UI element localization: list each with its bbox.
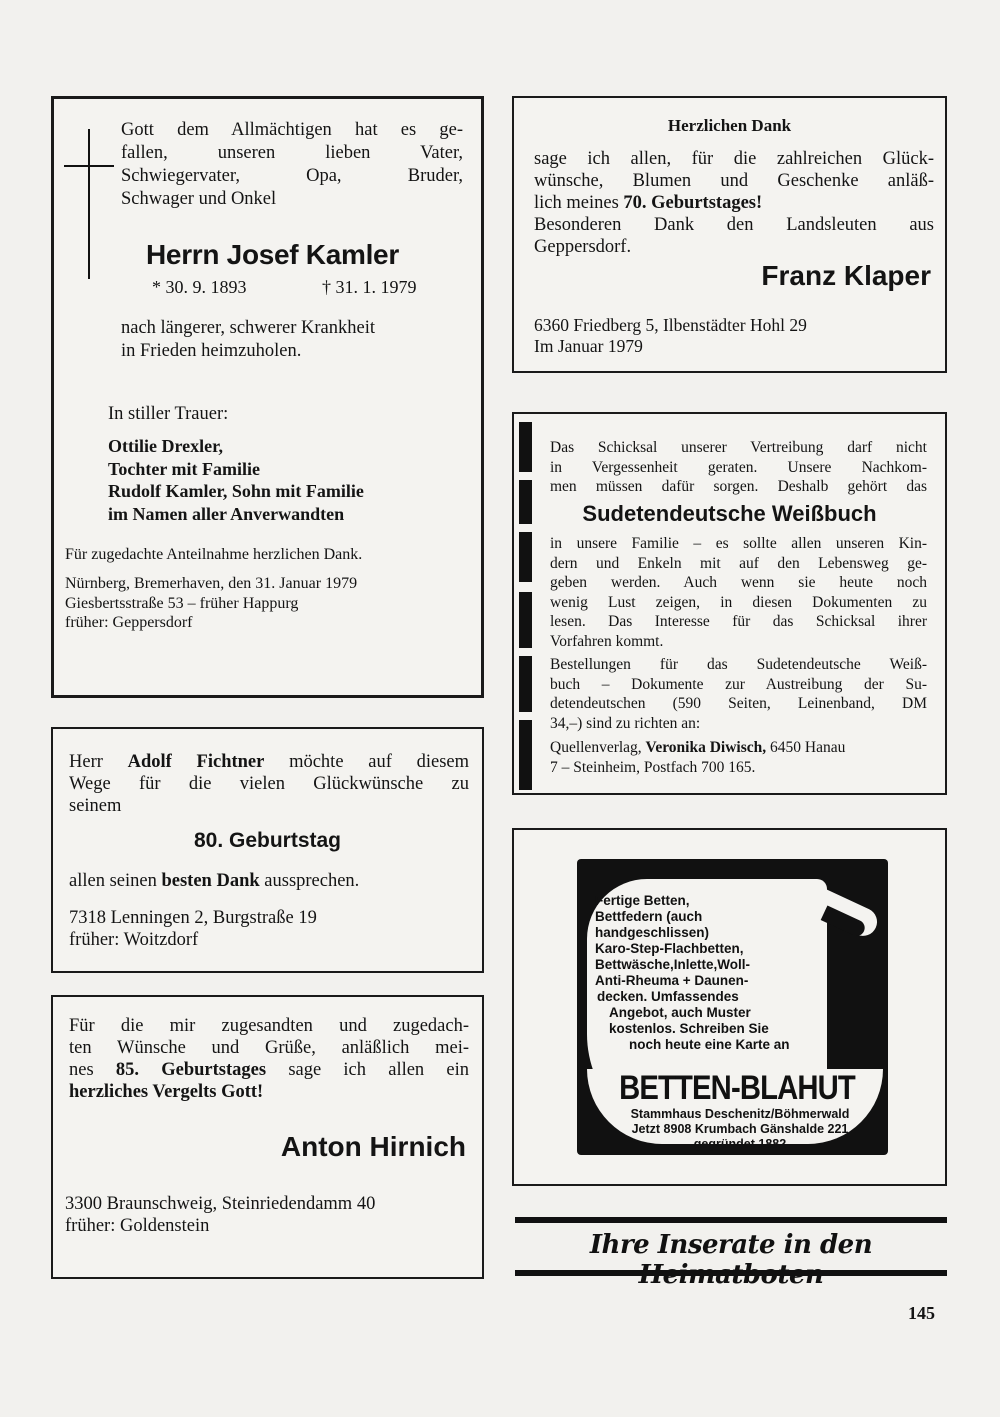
- text-line: [69, 1059, 469, 1081]
- fichtner-address: [69, 907, 317, 951]
- text-line: Das Schicksal unserer Vertreibung darf nicht: [550, 439, 927, 456]
- text-line: Anti-Rheuma + Daunen-: [595, 973, 749, 988]
- text-line: Fertige Betten,: [595, 893, 690, 908]
- sender-name: Anton Hirnich: [280, 1131, 466, 1162]
- text-line: nach längerer, schwerer Krankheit: [121, 318, 376, 338]
- thanks-body: [534, 148, 934, 258]
- banner-rule-top: [515, 1217, 947, 1223]
- text-line: geben werden. Auch wenn sie heute noch: [550, 574, 927, 591]
- text-line: [69, 1081, 469, 1103]
- occasion: 70. Geburtstages!: [623, 193, 763, 213]
- text-span: 6450 Hanau: [770, 739, 846, 756]
- cross-icon-bar: [64, 165, 114, 167]
- mourner: Ottilie Drexler,: [108, 436, 223, 456]
- text-line: lesen. Das Interesse für das Schicksal ihrer: [550, 613, 927, 630]
- text-line: in Vergessenheit geraten. Unsere Nachkom-: [550, 458, 927, 476]
- ad-copy: [595, 893, 790, 1053]
- text-line: [550, 738, 927, 758]
- thanks-klaper: [512, 96, 947, 373]
- page-number: 145: [908, 1303, 935, 1323]
- book-title: Sudetendeutsche Weißbuch: [582, 501, 877, 526]
- hirnich-address: [65, 1193, 375, 1237]
- text-line: ten Wünsche und Grüße, anläßlich mei-: [69, 1038, 469, 1058]
- text-line: Stammhaus Deschenitz/Böhmerwald: [630, 1107, 850, 1121]
- text-span: möchte auf diesem: [289, 752, 469, 772]
- heading: Herzlichen Dank: [667, 116, 792, 135]
- text-line: detendeutschen (590 Seiten, Leinenband, DM: [550, 695, 927, 712]
- text-line: 3300 Braunschweig, Steinriedendamm 40: [65, 1194, 376, 1214]
- text-span: Quellenverlag,: [550, 739, 642, 756]
- text-line: Bettfedern (auch: [595, 909, 703, 924]
- text-line: Giesbertsstraße 53 – früher Happurg: [65, 594, 299, 612]
- birth-date: * 30. 9. 1893: [152, 277, 247, 297]
- decorative-bar: [519, 656, 532, 712]
- text-line: men müssen dafür sorgen. Deshalb gehört das: [550, 478, 927, 495]
- fichtner-closing: [69, 871, 359, 892]
- text-line: 6360 Friedberg 5, Ilbenstädter Hohl 29: [534, 315, 807, 335]
- brand-name: BETTEN-BLAHUT: [619, 1069, 855, 1107]
- text-line: in unsere Familie – es sollte allen unseren Kin-: [550, 535, 927, 552]
- text-line: Wege für die vielen Glückwünsche zu: [69, 774, 469, 794]
- decorative-bar: [519, 592, 532, 648]
- mourning-label: In stiller Trauer:: [108, 404, 229, 424]
- text-line: in Frieden heimzuholen.: [121, 341, 302, 361]
- person-name: Adolf Fichtner: [127, 752, 265, 772]
- text-span: lich meines: [534, 193, 619, 213]
- swan-logo: [577, 859, 888, 1155]
- sender-name: Franz Klaper: [761, 260, 931, 291]
- text-line: 7 – Steinheim, Postfach 700 165.: [550, 758, 756, 776]
- obituary-after: [121, 317, 375, 363]
- text-line: 34,–) sind zu richten an:: [550, 714, 701, 732]
- text-line: Karo-Step-Flachbetten,: [595, 941, 744, 956]
- mourners-list: [108, 435, 364, 525]
- obituary-address: [65, 574, 357, 633]
- text-line: Jetzt 8908 Krumbach Gänshalde 221: [631, 1122, 849, 1136]
- text-span: nes: [69, 1060, 94, 1080]
- text-line: Bestellungen für das Sudetendeutsche Weiß-: [550, 656, 927, 673]
- mourner: Tochter mit Familie: [108, 458, 260, 479]
- occasion: 80. Geburtstag: [193, 829, 342, 852]
- obituary-intro: [121, 119, 463, 211]
- weissbuch-body: [550, 534, 927, 651]
- thanks-fichtner: [51, 727, 484, 973]
- text-line: wenig Lust zeigen, in diesen Dokumenten zu: [550, 593, 927, 611]
- text-line: Im Januar 1979: [534, 336, 643, 356]
- text-line: früher: Geppersdorf: [65, 614, 193, 631]
- cross-icon: [88, 129, 90, 279]
- text-line: 7318 Lenningen 2, Burgstraße 19: [69, 908, 317, 928]
- decorative-bar: [519, 422, 532, 472]
- text-line: Angebot, auch Muster: [609, 1005, 751, 1020]
- decorative-bar: [519, 720, 532, 790]
- text-line: [534, 192, 934, 214]
- deceased-name: Herrn Josef Kamler: [146, 239, 399, 270]
- obituary-notice: [51, 96, 484, 698]
- decorative-bar: [519, 532, 532, 582]
- text-line: gegründet 1882: [693, 1137, 787, 1151]
- sender-address: [534, 315, 807, 357]
- text-line: früher: Woitzdorf: [69, 930, 199, 950]
- weissbuch-ad: [512, 412, 947, 795]
- text-line: sage ich allen, für die zahlreichen Glück-: [534, 149, 934, 169]
- text-span: aussprechen.: [264, 871, 360, 891]
- text-line: buch – Dokumente zur Austreibung der Su-: [550, 675, 927, 693]
- text-line: Besonderen Dank den Landsleuten aus: [534, 215, 934, 235]
- text-line: Vorfahren kommt.: [550, 632, 664, 650]
- mourner: im Namen aller Anverwandten: [108, 503, 345, 524]
- publisher-name: Veronika Diwisch,: [645, 739, 767, 756]
- text-line: Gott dem Allmächtigen hat es ge-: [121, 120, 463, 140]
- text-line: früher: Goldenstein: [65, 1216, 210, 1236]
- text-bold: 85. Geburtstages: [115, 1060, 267, 1080]
- text-line: Schwager und Onkel: [121, 189, 277, 209]
- text-span: sage ich allen ein: [288, 1060, 470, 1080]
- fichtner-body: [69, 751, 469, 817]
- text-line: Geppersdorf.: [534, 237, 632, 257]
- text-span: Herr: [69, 752, 103, 772]
- text-line: Für die mir zugesandten und zugedach-: [69, 1016, 469, 1036]
- text-line: decken. Umfassendes: [597, 989, 739, 1004]
- text-line: Nürnberg, Bremerhaven, den 31. Januar 1979: [65, 575, 358, 592]
- text-line: [69, 751, 469, 773]
- hirnich-body: [69, 1015, 469, 1103]
- text-bold: herzliches Vergelts Gott!: [69, 1082, 264, 1102]
- text-line: Bettwäsche,Inlette,Woll-: [595, 957, 751, 972]
- weissbuch-intro: [550, 438, 927, 497]
- text-line: handgeschlissen): [595, 925, 710, 940]
- text-line: fallen, unseren lieben Vater,: [121, 143, 463, 163]
- mourner: Rudolf Kamler, Sohn mit Familie: [108, 481, 364, 501]
- text-line: noch heute eine Karte an: [629, 1037, 790, 1052]
- thanks-hirnich: [51, 995, 484, 1279]
- banner-slogan: Ihre Inserate in den: [589, 1230, 873, 1260]
- death-date: † 31. 1. 1979: [322, 277, 417, 297]
- banner-rule-bottom: [515, 1270, 947, 1276]
- obituary-thanks: Für zugedachte Anteilnahme herzlichen Dank.: [65, 546, 363, 563]
- text-line: kostenlos. Schreiben Sie: [609, 1021, 769, 1036]
- text-line: dern und Enkeln mit auf den Lebensweg ge-: [550, 554, 927, 572]
- publisher-address: [550, 738, 927, 777]
- text-line: wünsche, Blumen und Geschenke anläß-: [534, 171, 934, 191]
- text-span: allen seinen: [69, 871, 157, 891]
- text-line: Schwiegervater, Opa, Bruder,: [121, 166, 463, 186]
- weissbuch-order: [550, 655, 927, 733]
- ad-footer: [595, 1107, 885, 1152]
- text-line: seinem: [69, 796, 122, 816]
- text-bold: besten Dank: [161, 871, 260, 891]
- betten-blahut-ad: [512, 828, 947, 1186]
